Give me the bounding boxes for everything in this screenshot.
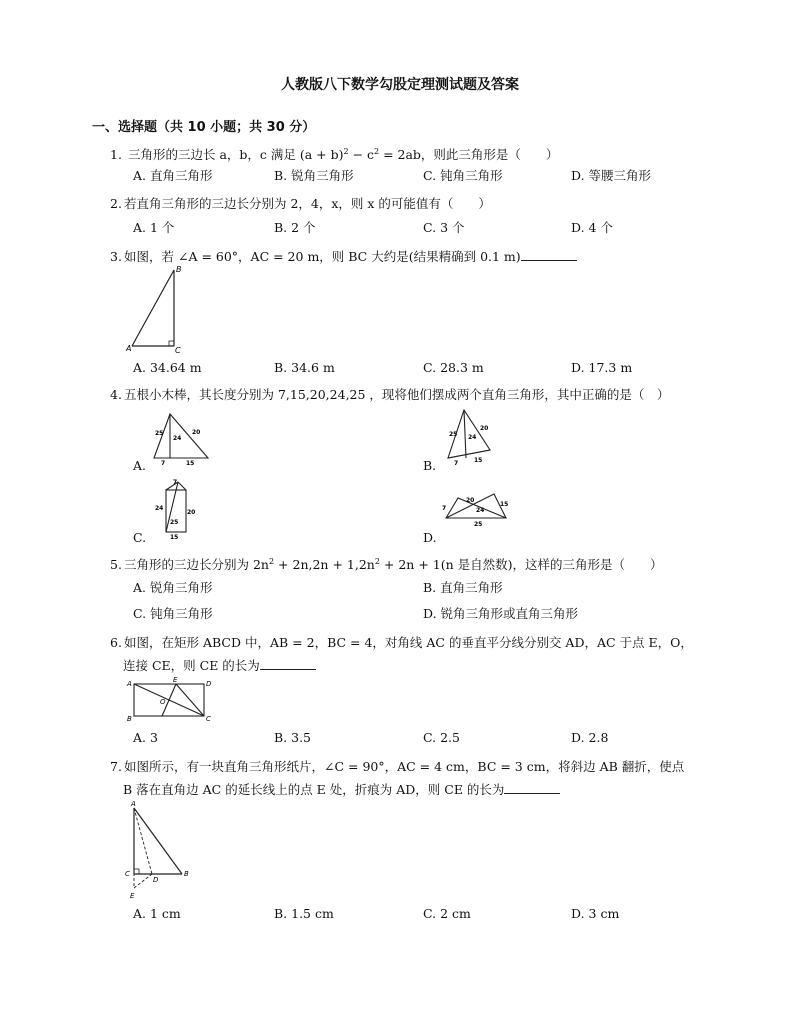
question-4	[110, 385, 669, 403]
option-b: B. 2 个	[274, 220, 316, 235]
option-a: A. 3	[133, 730, 158, 745]
label-b: B	[184, 870, 189, 878]
option-a: A. 直角三角形	[133, 168, 213, 183]
question-text: B 落在直角边 AC 的延长线上的点 E 处，折痕为 AD，则 CE 的长为	[123, 782, 505, 797]
label-c: C	[206, 715, 211, 723]
len-20: 20	[187, 509, 196, 516]
q3-triangle-figure	[124, 262, 194, 356]
option-c: C. 2 cm	[423, 906, 471, 921]
len-24: 24	[173, 435, 182, 442]
question-number: 1.	[110, 147, 122, 162]
option-b: B. 34.6 m	[274, 360, 335, 375]
label-b: B	[176, 265, 182, 274]
label-e: E	[173, 676, 178, 684]
len-25: 25	[474, 521, 483, 528]
answer-blank	[504, 781, 560, 794]
question-text: + 2n,2n + 1,2n	[274, 557, 375, 572]
page-title: 人教版八下数学勾股定理测试题及答案	[281, 77, 519, 93]
q6-rectangle-figure	[124, 676, 214, 724]
len-7: 7	[173, 479, 178, 486]
option-a: A. 34.64 m	[133, 360, 202, 375]
question-text: 如图，若 ∠A = 60°，AC = 20 m，则 BC 大约是(结果精确到 0.1 m)	[124, 249, 521, 264]
option-c: C. 2.5	[423, 730, 460, 745]
label-c: C	[125, 870, 130, 878]
question-text: 连接 CE，则 CE 的长为	[123, 658, 260, 673]
question-number: 6.	[110, 635, 122, 650]
len-20: 20	[466, 497, 475, 504]
len-15: 15	[186, 460, 195, 467]
superscript: 2	[374, 146, 380, 156]
question-7	[110, 757, 684, 775]
superscript: 2	[268, 556, 275, 566]
len-20: 20	[192, 429, 201, 436]
option-c: C.	[133, 530, 147, 545]
option-d: D. 3 cm	[571, 906, 620, 921]
question-text: 如图，在矩形 ABCD 中，AB = 2，BC = 4，对角线 AC 的垂直平分线分别交 AD，AC 于点 E，O，	[124, 635, 693, 650]
question-number: 3.	[110, 249, 122, 264]
len-24: 24	[155, 505, 164, 512]
option-b: B. 直角三角形	[423, 580, 503, 595]
question-number: 7.	[110, 759, 122, 774]
option-a: A. 1 个	[133, 220, 175, 235]
question-text: 如图所示，有一块直角三角形纸片，∠C = 90°，AC = 4 cm，BC = 3 cm，将斜边 AB 翻折，使点	[124, 759, 685, 774]
option-d: D. 4 个	[571, 220, 613, 235]
question-text: 若直角三角形的三边长分别为 2，4，x，则 x 的可能值有（ ）	[124, 196, 491, 211]
label-a: A	[127, 680, 132, 688]
option-c: C. 28.3 m	[423, 360, 484, 375]
section-heading: 一、选择题（共 10 小题；共 30 分）	[92, 120, 316, 135]
question-7-line2	[123, 780, 560, 798]
superscript: 2	[343, 146, 349, 156]
q4-figure-a	[146, 408, 216, 468]
option-a: A. 1 cm	[133, 906, 181, 921]
question-6-line2	[123, 656, 316, 674]
len-25: 25	[449, 431, 458, 438]
len-15: 15	[170, 534, 179, 541]
label-b: B	[127, 715, 132, 723]
label-o: O	[160, 698, 166, 706]
q4-figure-b	[440, 406, 500, 466]
len-15: 15	[474, 457, 483, 464]
question-text: + 2n + 1(n 是自然数)，这样的三角形是（ ）	[379, 557, 663, 572]
option-b: B. 锐角三角形	[274, 168, 354, 183]
answer-blank	[521, 248, 577, 261]
len-24: 24	[476, 507, 485, 514]
question-text: 五根小木棒，其长度分别为 7,15,20,24,25 ，现将他们摆成两个直角三角形，其中正确的是（ ）	[124, 387, 670, 402]
len-25: 25	[155, 430, 164, 437]
option-b: B. 3.5	[274, 730, 312, 745]
len-25: 25	[170, 519, 179, 526]
option-a: A. 锐角三角形	[133, 580, 213, 595]
label-d: D	[206, 680, 212, 688]
question-text: 三角形的三边长 a，b，c 满足 (a + b)	[127, 147, 344, 162]
option-b: B.	[423, 458, 437, 473]
question-number: 2.	[110, 196, 122, 211]
option-b: B. 1.5 cm	[274, 906, 334, 921]
question-5	[110, 555, 663, 573]
option-d: D. 锐角三角形或直角三角形	[423, 606, 579, 621]
q7-triangle-figure	[120, 798, 200, 902]
label-c: C	[175, 346, 181, 355]
option-d: D. 2.8	[571, 730, 609, 745]
question-number: 4.	[110, 387, 122, 402]
len-24: 24	[468, 434, 477, 441]
label-a: A	[126, 344, 132, 353]
question-text: − c	[348, 147, 375, 162]
len-7: 7	[161, 460, 166, 467]
question-2	[110, 194, 491, 212]
label-d: D	[153, 876, 159, 884]
question-1	[110, 145, 558, 163]
len-7: 7	[454, 460, 459, 466]
option-c: C. 钝角三角形	[133, 606, 213, 621]
q4-figure-d	[436, 486, 516, 532]
q4-figure-c	[150, 478, 200, 542]
option-a: A.	[133, 458, 147, 473]
option-c: C. 3 个	[423, 220, 465, 235]
len-15: 15	[500, 501, 509, 508]
question-text: 三角形的三边长分别为 2n	[124, 557, 269, 572]
answer-blank	[260, 657, 316, 670]
superscript: 2	[374, 556, 380, 566]
option-d: D. 17.3 m	[571, 360, 633, 375]
option-d: D.	[423, 530, 437, 545]
question-6	[110, 633, 693, 651]
len-20: 20	[480, 425, 489, 432]
option-d: D. 等腰三角形	[571, 168, 652, 183]
len-7: 7	[442, 505, 447, 512]
question-text: = 2ab，则此三角形是（ ）	[379, 147, 559, 162]
label-e: E	[130, 892, 135, 900]
question-number: 5.	[110, 557, 122, 572]
label-a: A	[131, 800, 136, 808]
option-c: C. 钝角三角形	[423, 168, 503, 183]
